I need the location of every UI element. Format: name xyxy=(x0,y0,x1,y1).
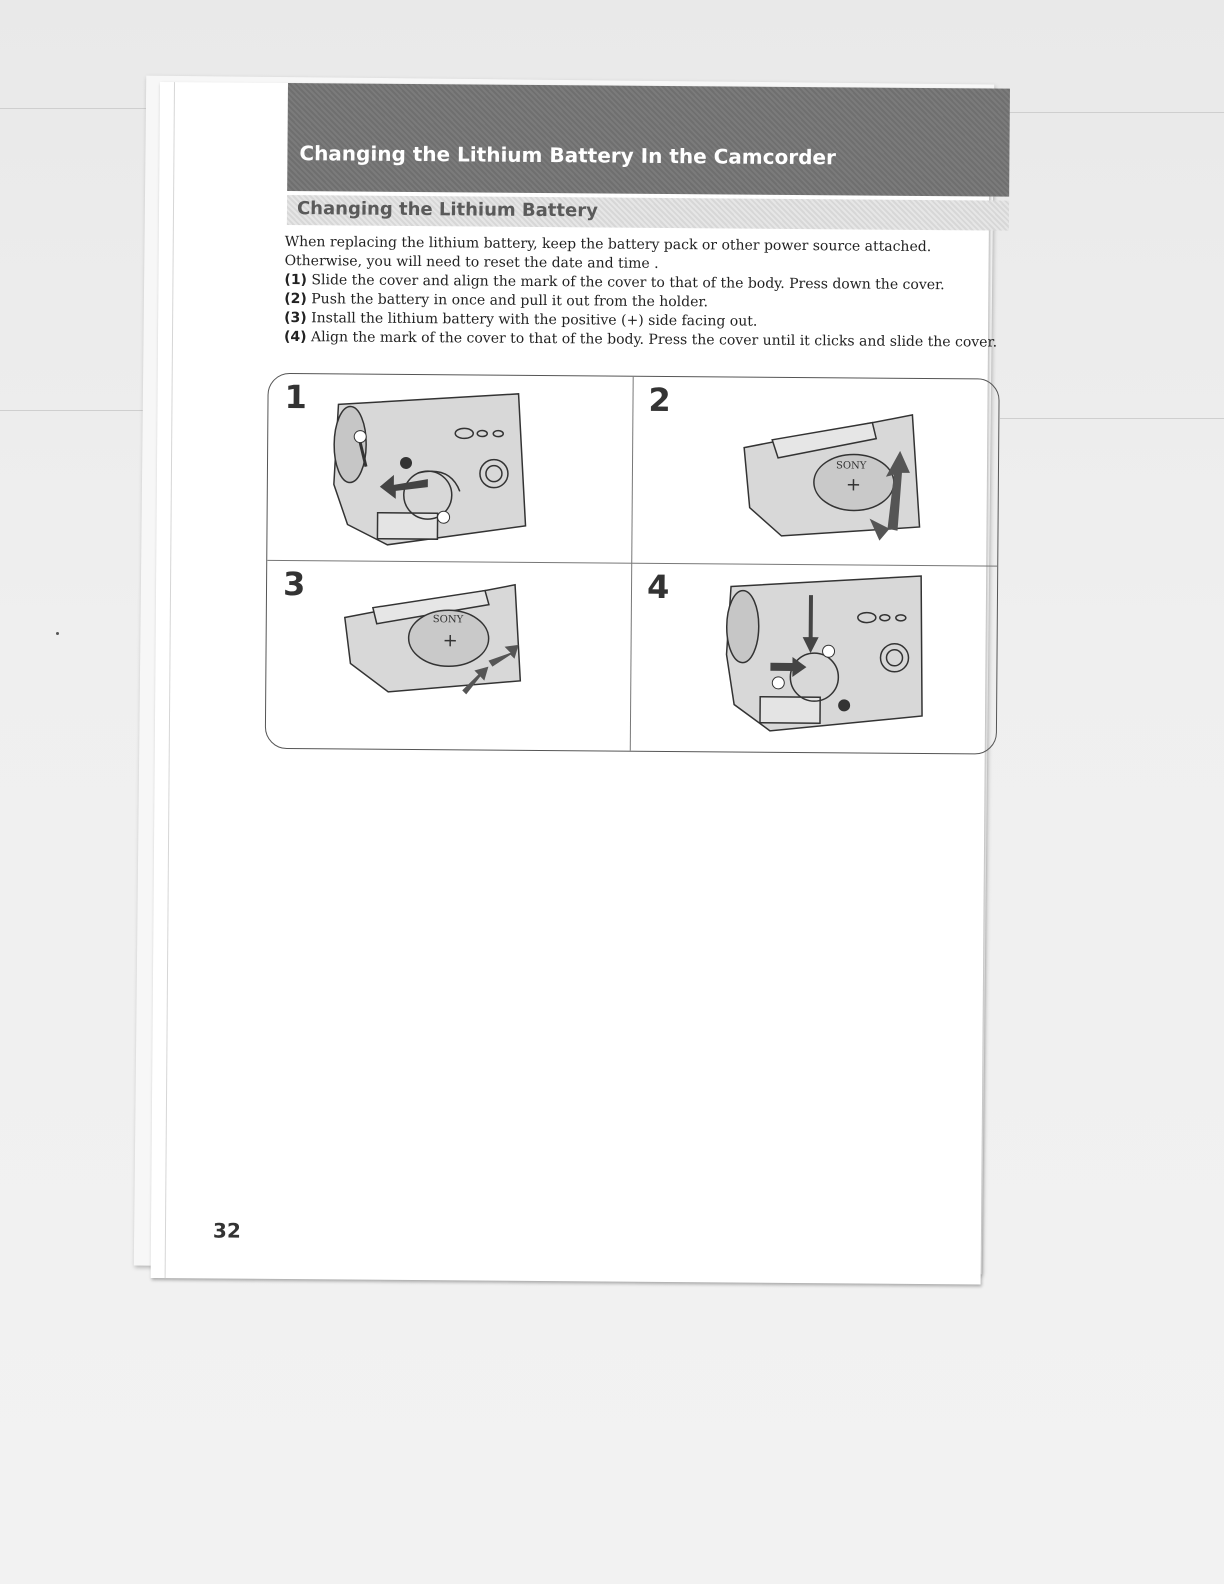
scan-speck xyxy=(56,632,59,635)
battery-brand: SONY xyxy=(432,614,464,626)
intro-paragraph: When replacing the lithium battery, keep the battery pack or other power source attached. Otherwise, you will need to reset the date and time . xyxy=(284,233,932,272)
page-title: Changing the Lithium Battery In the Camcorder xyxy=(299,141,836,170)
step-number: (3) xyxy=(284,309,307,327)
step-number: (1) xyxy=(284,271,308,289)
illustration-panel-3 xyxy=(266,561,631,750)
panel-label: 4 xyxy=(646,567,670,607)
page-number: 32 xyxy=(212,1218,241,1243)
illustration-panel-1 xyxy=(267,374,632,563)
panel-label: 3 xyxy=(282,564,306,604)
camcorder-open-cover-drawing xyxy=(267,374,632,563)
illustration-panel-4 xyxy=(630,564,995,753)
panel-label: 2 xyxy=(648,380,671,420)
battery-positive-mark: + xyxy=(442,630,458,652)
step-text: Install the lithium battery with the positive (+) side facing out. xyxy=(311,310,758,330)
battery-brand: SONY xyxy=(835,460,867,472)
scan-fold-line xyxy=(1000,112,1224,113)
illustration-panel-2 xyxy=(631,377,996,566)
step-number: (2) xyxy=(284,290,307,308)
title-banner xyxy=(287,83,1010,197)
scan-fold-line xyxy=(1000,418,1224,419)
step-text: Slide the cover and align the mark of the cover to that of the body. Press down the cover. xyxy=(311,272,945,294)
battery-install-drawing xyxy=(266,561,631,750)
step-text: Align the mark of the cover to that of the body. Press the cover until it clicks and slide the cover. xyxy=(310,329,998,351)
panel-label: 1 xyxy=(284,377,307,417)
step-text: Push the battery in once and pull it out from the holder. xyxy=(311,291,709,311)
page-edge xyxy=(165,82,175,1278)
step-number: (4) xyxy=(283,328,307,346)
battery-removal-drawing xyxy=(631,377,996,566)
manual-page xyxy=(151,82,998,1284)
battery-positive-mark: + xyxy=(845,474,862,496)
illustration-frame xyxy=(265,373,1000,755)
instructions xyxy=(284,233,1001,353)
camcorder-close-cover-drawing xyxy=(630,564,995,753)
section-subtitle: Changing the Lithium Battery xyxy=(296,198,598,222)
